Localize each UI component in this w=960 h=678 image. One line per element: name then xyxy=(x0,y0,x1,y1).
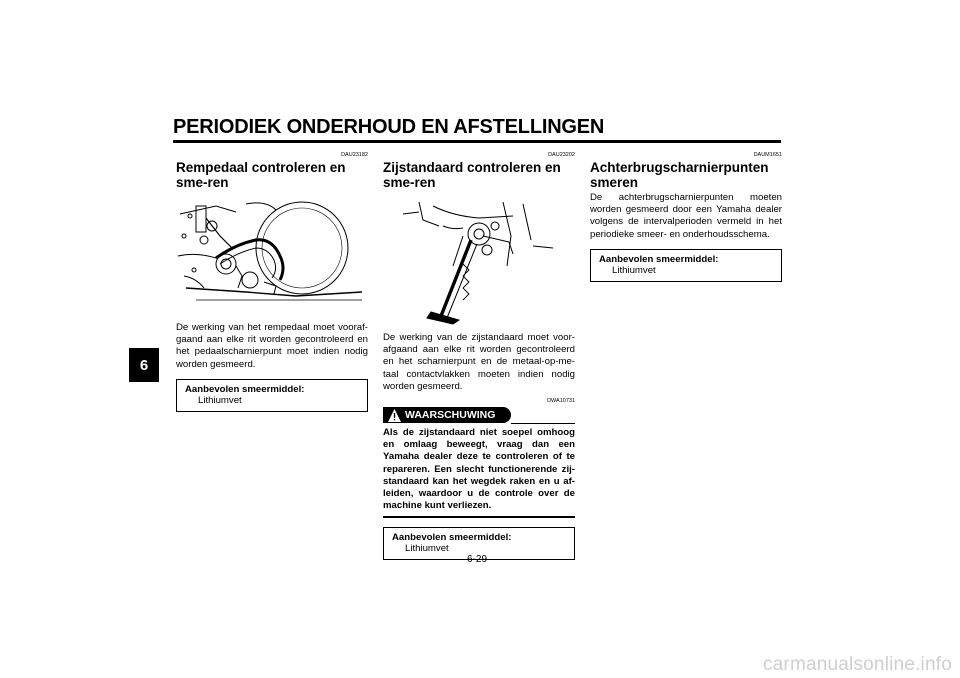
header-rule xyxy=(173,140,781,143)
brake-pedal-illustration xyxy=(176,196,368,308)
page-header-title: PERIODIEK ONDERHOUD EN AFSTELLINGEN xyxy=(173,116,605,138)
section-title: Zijstandaard controleren en sme-ren xyxy=(383,160,561,190)
warning-code: DWA10731 xyxy=(547,398,575,405)
page-number: 6-29 xyxy=(467,554,488,565)
lubricant-box xyxy=(590,249,782,282)
section-code: DAU23202 xyxy=(548,152,575,158)
warning-header xyxy=(383,405,575,425)
chapter-tab: 6 xyxy=(129,348,159,382)
section-body: De werking van de zijstandaard moet voor-afgaand aan elke rit worden gecontroleerd en het scharnierpunt en de metaal-op-me-taal contactvlakken moeten indien nodig worden gesmeerd. xyxy=(383,332,575,392)
warning-rule xyxy=(511,423,575,424)
section-body: De werking van het rempedaal moet vooraf-gaand aan elke rit worden gecontroleerd en het pedaalscharnierpunt moet indien nodig worden gesmeerd. xyxy=(176,322,368,370)
watermark: carmanualsonline.info xyxy=(762,654,952,675)
lubricant-value: Lithiumvet xyxy=(612,264,656,276)
section-swingarm-pivots xyxy=(590,152,782,282)
section-side-stand xyxy=(383,152,575,560)
warning-text: Als de zijstandaard niet soepel omhoog en omlaag beweegt, vraag dan een Yamaha dealer deze te controleren of te repareren. Een slecht functionerende zij-standaard kan het wegdek raken en u af-leiden, waardoor u de controle over de machine kunt verliezen. xyxy=(383,427,575,512)
lubricant-value: Lithiumvet xyxy=(198,394,242,406)
section-brake-pedal xyxy=(176,152,368,412)
warning-label: WAARSCHUWING xyxy=(405,409,496,422)
lubricant-label: Aanbevolen smeermiddel: xyxy=(392,532,512,544)
warning-badge xyxy=(383,407,511,423)
side-stand-illustration xyxy=(383,196,575,328)
section-code: DAU23182 xyxy=(341,152,368,158)
section-title: Rempedaal controleren en sme-ren xyxy=(176,160,346,190)
lubricant-box xyxy=(176,379,368,412)
warning-triangle-icon xyxy=(387,408,402,423)
section-title: Achterbrugscharnierpunten smeren xyxy=(590,160,769,190)
section-code: DAUM1651 xyxy=(753,152,782,158)
section-body: De achterbrugscharnierpunten moeten worden gesmeerd door een Yamaha dealer volgens de intervalperioden vermeld in het periodieke smeer- en onderhoudsschema. xyxy=(590,192,782,240)
lubricant-label: Aanbevolen smeermiddel: xyxy=(599,253,719,265)
warning-end-rule xyxy=(383,516,575,518)
lubricant-label: Aanbevolen smeermiddel: xyxy=(185,383,305,395)
lubricant-value: Lithiumvet xyxy=(405,543,449,555)
